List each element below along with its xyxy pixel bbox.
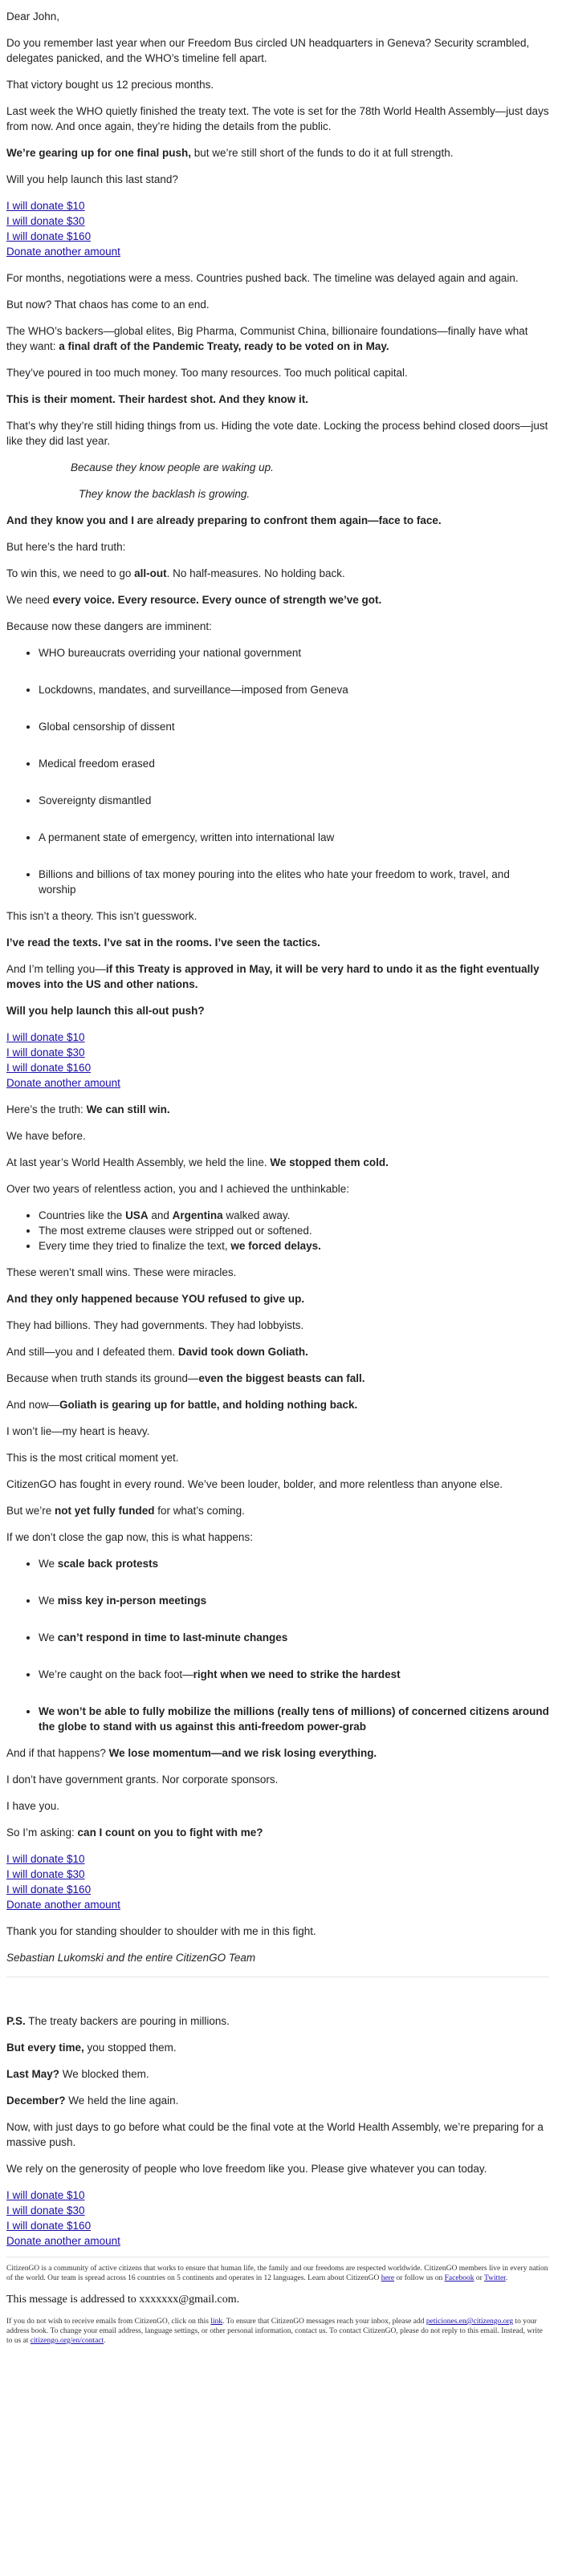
intro-paragraph: That victory bought us 12 precious months.: [6, 79, 214, 91]
list-item: [39, 1630, 549, 1645]
bold-text: right when we need to strike the hardest: [193, 1668, 401, 1680]
body-paragraph: They’ve poured in too much money. Too many resources. Too much political capital.: [6, 367, 408, 379]
list-item: [39, 1556, 549, 1571]
footer-unsubscribe: [6, 2317, 549, 2346]
bold-text: We’re gearing up for one final push,: [6, 147, 192, 159]
text: or follow us on: [394, 2274, 445, 2282]
donate-30-link[interactable]: I will donate $30: [6, 2204, 85, 2216]
contact-link[interactable]: citizengo.org/en/contact: [30, 2337, 104, 2345]
body-paragraph: For months, negotiations were a mess. Countries pushed back. The timeline was delayed again and again.: [6, 272, 519, 284]
donate-other-link[interactable]: Donate another amount: [6, 1077, 120, 1089]
indented-quote: They know the backlash is growing.: [79, 488, 250, 500]
text: CitizenGO is a community of active citizens that works to ensure that human life, the family and our freedoms are respected worldwide. CitizenGO members live in every nation of the world. Our team is spread across 16 countries on 5 continents and operates in 12 languages. Learn about CitizenGO: [6, 2265, 548, 2282]
text: But we’re: [6, 1505, 55, 1517]
list-item: • Sovereignty dismantled: [39, 793, 549, 808]
text: At last year’s World Health Assembly, we held the line.: [6, 1156, 271, 1168]
twitter-link[interactable]: Twitter: [484, 2274, 506, 2282]
greeting: Dear John,: [6, 10, 60, 22]
list-item: • Lockdowns, mandates, and surveillance—imposed from Geneva: [39, 682, 549, 697]
body-paragraph: This is the most critical moment yet.: [6, 1452, 179, 1464]
text: Countries like the: [39, 1209, 126, 1221]
ps-paragraph: [6, 2093, 549, 2108]
text: for what’s coming.: [154, 1505, 245, 1517]
body-paragraph: If we don’t close the gap now, this is what happens:: [6, 1531, 253, 1543]
text: We: [39, 1631, 58, 1644]
body-question: [6, 1825, 549, 1840]
donate-other-link[interactable]: Donate another amount: [6, 1899, 120, 1911]
list-item: [39, 1704, 549, 1734]
body-paragraph: CitizenGO has fought in every round. We’ve been louder, bolder, and more relentless than anyone else.: [6, 1478, 503, 1490]
bold-text: David took down Goliath.: [177, 1346, 308, 1358]
list-item: [39, 1208, 549, 1223]
bold-text: we forced delays.: [230, 1240, 321, 1252]
body-paragraph: [6, 1102, 549, 1117]
body-paragraph: [6, 323, 549, 354]
ps-paragraph: Now, with just days to go before what could be the final vote at the World Health Assembly, we’re preparing for a massive push.: [6, 2121, 544, 2148]
body-paragraph: This isn’t a theory. This isn’t guesswork.: [6, 910, 198, 922]
body-question: Will you help launch this all-out push?: [6, 1005, 205, 1017]
bold-text: even the biggest beasts can fall.: [198, 1372, 365, 1384]
donate-links: [6, 1851, 549, 1912]
bold-text: if this Treaty is approved in May, it will be very hard to undo it as the fight eventually moves into the US and other nations.: [6, 963, 540, 990]
body-paragraph: And they know you and I are already preparing to confront them again—face to face.: [6, 514, 442, 526]
bold-text: scale back protests: [57, 1558, 159, 1570]
bold-text: Argentina: [172, 1209, 223, 1221]
donate-links: [6, 198, 549, 259]
donate-10-link[interactable]: I will donate $10: [6, 1853, 85, 1865]
intro-question: Will you help launch this last stand?: [6, 173, 178, 185]
text: you stopped them.: [83, 2042, 177, 2054]
donate-160-link[interactable]: I will donate $160: [6, 1062, 92, 1074]
bold-text: We won’t be able to fully mobilize the millions (really tens of millions) of concerned citizens around the globe to stand with us against this anti-freedom power-grab: [39, 1705, 549, 1733]
text: The treaty backers are pouring in millions.: [25, 2015, 230, 2027]
donate-other-link[interactable]: Donate another amount: [6, 2235, 120, 2247]
body-paragraph: We have before.: [6, 1130, 86, 1142]
text: Every time they tried to finalize the text,: [39, 1240, 231, 1252]
intro-paragraph: [6, 145, 549, 160]
bold-text: Goliath is gearing up for battle, and holding nothing back.: [59, 1399, 358, 1411]
text: And if that happens?: [6, 1747, 109, 1759]
text: We’re caught on the back foot—: [39, 1668, 193, 1680]
text: walked away.: [222, 1209, 291, 1221]
text: To win this, we need to go: [6, 567, 135, 579]
donate-other-link[interactable]: Donate another amount: [6, 246, 120, 258]
bold-text: miss key in-person meetings: [57, 1595, 207, 1607]
list-item: [39, 1593, 549, 1608]
text: to your address book. To change your email address, language settings, or other personal information, contact us. To contact CitizenGO, please do not reply to this email. Instead, write to us at: [6, 2318, 543, 2345]
bold-text: We can still win.: [86, 1103, 170, 1115]
body-paragraph: I have you.: [6, 1800, 60, 1812]
list-item: • A permanent state of emergency, written into international law: [39, 830, 549, 845]
donate-160-link[interactable]: I will donate $160: [6, 230, 92, 242]
bold-text: a final draft of the Pandemic Treaty, ready to be voted on in May.: [59, 340, 389, 352]
sender-email-link[interactable]: peticiones.en@citizengo.org: [426, 2318, 514, 2326]
intro-paragraph: Do you remember last year when our Freedom Bus circled UN headquarters in Geneva? Security scrambled, delegates panicked, and the WHO’s timeline fell apart.: [6, 37, 530, 64]
body-paragraph: They had billions. They had governments. They had lobbyists.: [6, 1319, 304, 1331]
list-item: • The most extreme clauses were stripped out or softened.: [39, 1223, 549, 1238]
text: We need: [6, 594, 53, 606]
ps-paragraph: We rely on the generosity of people who love freedom like you. Please give whatever you can today.: [6, 2163, 487, 2175]
list-item: [39, 1667, 549, 1682]
intro-paragraph: Last week the WHO quietly finished the treaty text. The vote is set for the 78th World Health Assembly—just days from now. And once again, they’re hiding the details from the public.: [6, 105, 549, 132]
text: We blocked them.: [59, 2068, 149, 2080]
learn-more-link[interactable]: here: [381, 2274, 395, 2282]
body-paragraph: But here’s the hard truth:: [6, 541, 126, 553]
text: The WHO’s backers—global elites, Big Pharma, Communist China, billionaire foundations—finally have what they want:: [6, 325, 528, 352]
text: If you do not wish to receive emails from CitizenGO, click on this: [6, 2318, 211, 2326]
body-paragraph: [6, 592, 549, 607]
footer-about: [6, 2264, 549, 2283]
bold-text: can I count on you to fight with me?: [77, 1826, 263, 1839]
body-paragraph: I’ve read the texts. I’ve sat in the rooms. I’ve seen the tactics.: [6, 937, 320, 949]
donate-30-link[interactable]: I will donate $30: [6, 1868, 85, 1880]
list-item: • Medical freedom erased: [39, 756, 549, 771]
bold-text: We lose momentum—and we risk losing everything.: [108, 1747, 377, 1759]
body-paragraph: That’s why they’re still hiding things from us. Hiding the vote date. Locking the process behind closed doors—just like they did last year.: [6, 420, 548, 447]
body-paragraph: I don’t have government grants. Nor corporate sponsors.: [6, 1774, 279, 1786]
ps-paragraph: [6, 2013, 549, 2029]
body-paragraph: But now? That chaos has come to an end.: [6, 299, 210, 311]
donate-30-link[interactable]: I will donate $30: [6, 1046, 85, 1058]
addressed-to: This message is addressed to xxxxxxx@gmail.com.: [6, 2294, 240, 2306]
indented-quote: Because they know people are waking up.: [71, 461, 274, 473]
body-paragraph: [6, 1155, 549, 1170]
text: And I’m telling you—: [6, 963, 106, 975]
text: We: [39, 1595, 58, 1607]
text: And still—you and I defeated them.: [6, 1346, 178, 1358]
body-paragraph: [6, 1397, 549, 1412]
ps-paragraph: [6, 2040, 549, 2055]
body-paragraph: [6, 1371, 549, 1386]
facebook-link[interactable]: Facebook: [444, 2274, 474, 2282]
body-paragraph: Over two years of relentless action, you and I achieved the unthinkable:: [6, 1183, 349, 1195]
list-item: • Global censorship of dissent: [39, 719, 549, 734]
text: . To ensure that CitizenGO messages reach your inbox, please add: [222, 2318, 426, 2326]
text: We: [39, 1558, 58, 1570]
body-paragraph: [6, 961, 549, 992]
consequences-list: [6, 1556, 549, 1734]
bold-text: But every time,: [6, 2042, 84, 2054]
list-item: • WHO bureaucrats overriding your national government: [39, 645, 549, 660]
ps-paragraph: [6, 2066, 549, 2082]
text: or: [474, 2274, 485, 2282]
body-paragraph: This is their moment. Their hardest shot. And they know it.: [6, 393, 309, 405]
bold-text: P.S.: [6, 2015, 26, 2027]
donate-160-link[interactable]: I will donate $160: [6, 1883, 92, 1895]
body-paragraph: [6, 1503, 549, 1518]
body-paragraph: [6, 1344, 549, 1359]
bold-text: all-out: [134, 567, 167, 579]
donate-links: [6, 1030, 549, 1091]
bold-text: We stopped them cold.: [270, 1156, 389, 1168]
list-item: • Billions and billions of tax money pouring into the elites who hate your freedom to work, travel, and worship: [39, 867, 549, 897]
donate-30-link[interactable]: I will donate $30: [6, 215, 85, 227]
signature: Sebastian Lukomski and the entire CitizenGO Team: [6, 1952, 256, 1964]
closing-thanks: Thank you for standing shoulder to shoulder with me in this fight.: [6, 1925, 316, 1937]
dangers-list: [6, 645, 549, 897]
body-paragraph: [6, 1745, 549, 1761]
bold-text: can’t respond in time to last-minute changes: [57, 1631, 288, 1644]
text: and: [148, 1209, 173, 1221]
unsubscribe-link[interactable]: link: [210, 2318, 223, 2326]
bold-text: USA: [125, 1209, 149, 1221]
donate-links: [6, 2188, 549, 2249]
body-paragraph: I won’t lie—my heart is heavy.: [6, 1425, 150, 1437]
donate-10-link[interactable]: I will donate $10: [6, 1031, 85, 1043]
donate-160-link[interactable]: I will donate $160: [6, 2220, 92, 2232]
body-paragraph: These weren’t small wins. These were miracles.: [6, 1266, 237, 1278]
achievements-list: [6, 1208, 549, 1253]
text: So I’m asking:: [6, 1826, 78, 1839]
text: Because when truth stands its ground—: [6, 1372, 199, 1384]
bold-text: every voice. Every resource. Every ounce of strength we’ve got.: [52, 594, 382, 606]
donate-10-link[interactable]: I will donate $10: [6, 200, 85, 212]
text: We held the line again.: [65, 2095, 179, 2107]
text: Here’s the truth:: [6, 1103, 87, 1115]
donate-10-link[interactable]: I will donate $10: [6, 2189, 85, 2201]
text: but we’re still short of the funds to do it at full strength.: [191, 147, 454, 159]
list-item: [39, 1238, 549, 1253]
text: .: [104, 2337, 106, 2345]
body-paragraph: Because now these dangers are imminent:: [6, 620, 212, 632]
text: And now—: [6, 1399, 60, 1411]
bold-text: December?: [6, 2095, 66, 2107]
body-paragraph: [6, 566, 549, 581]
text: . No half-measures. No holding back.: [166, 567, 345, 579]
bold-text: Last May?: [6, 2068, 60, 2080]
body-paragraph: And they only happened because YOU refused to give up.: [6, 1293, 305, 1305]
text: .: [505, 2274, 508, 2282]
bold-text: not yet fully funded: [55, 1505, 155, 1517]
